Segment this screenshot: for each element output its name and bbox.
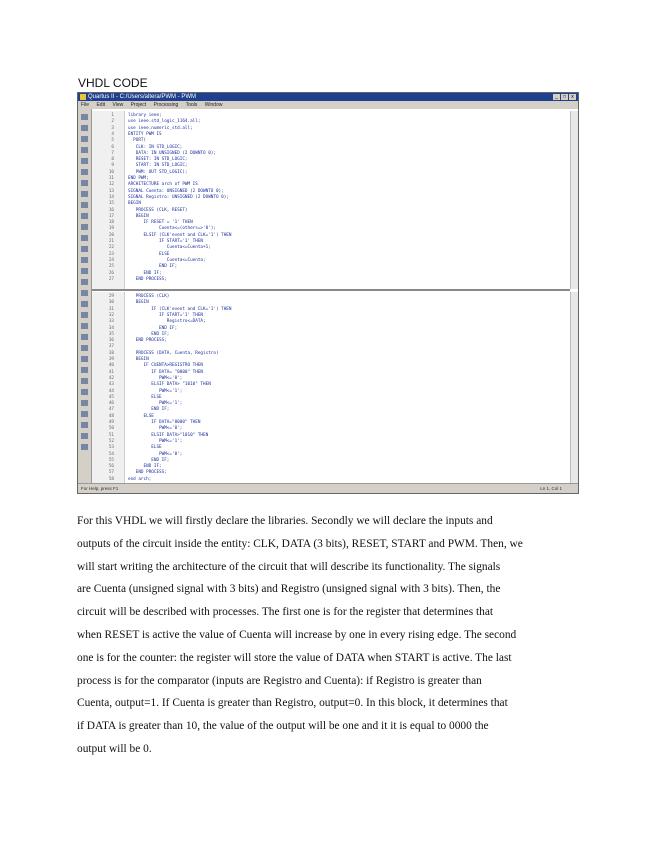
code-text: END IF; <box>128 331 170 337</box>
paragraph-line: will start writing the architecture of the circuit that will describe its functionality. The signals <box>77 560 501 573</box>
code-text: ELSE <box>128 251 170 257</box>
tool-icon[interactable] <box>81 114 88 120</box>
code-text: SIGNAL Cuenta: UNSIGNED (2 DOWNTO 0); <box>128 188 224 194</box>
code-text: RESET: IN STD_LOGIC; <box>128 157 188 163</box>
body-paragraph <box>77 510 577 761</box>
code-line <box>92 252 570 258</box>
code-text: library ieee; <box>128 113 162 118</box>
line-number: 46 <box>108 401 114 407</box>
line-number: 6 <box>111 144 114 150</box>
line-number: 44 <box>108 388 114 394</box>
code-text: IF RESET = '1' THEN <box>128 220 193 226</box>
code-text: ENTITY PWM IS <box>128 131 162 137</box>
code-text: DATA: IN UNSIGNED (2 DOWNTO 0); <box>128 150 216 156</box>
line-number: 56 <box>108 464 114 470</box>
code-text: end arch; <box>128 476 152 482</box>
code-text: use ieee.numeric_std.all; <box>128 125 193 131</box>
paragraph-line: circuit will be described with processes. The first one is for the register that determines that <box>77 606 494 619</box>
code-line <box>92 332 570 338</box>
code-text: PROCESS (CLK, RESET) <box>128 207 188 213</box>
tool-icon[interactable] <box>81 180 88 186</box>
vertical-scrollbar[interactable] <box>570 292 578 483</box>
code-text: BEGIN <box>128 300 149 306</box>
window-titlebar <box>78 93 578 101</box>
tool-icon[interactable] <box>81 136 88 142</box>
code-text: END PROCESS; <box>128 470 167 476</box>
tool-icon[interactable] <box>81 312 88 318</box>
code-text: ELSIF DATA>"1010" THEN <box>128 432 209 438</box>
line-number: 7 <box>111 150 114 156</box>
code-line <box>92 458 570 464</box>
code-line <box>92 407 570 413</box>
tool-strip <box>78 109 92 485</box>
code-line <box>92 271 570 277</box>
tool-icon[interactable] <box>81 202 88 208</box>
code-text: Registro<=DATA; <box>128 319 206 325</box>
code-text: ARCHITECTURE arch of PWM IS <box>128 182 198 188</box>
code-line <box>92 189 570 195</box>
menu-bar <box>78 101 578 109</box>
code-line <box>92 201 570 207</box>
window-title: Quartus II - C:/Users/altera/PWM - PWM <box>88 94 197 100</box>
paragraph-line: one is for the counter: the register will store the value of DATA when START is active. The last <box>77 651 512 664</box>
code-text: END PROCESS; <box>128 276 167 282</box>
code-text: IF START='1' THEN <box>128 312 204 318</box>
line-number: 30 <box>108 300 114 306</box>
line-number: 26 <box>108 270 114 276</box>
code-text: END IF; <box>128 407 170 413</box>
paragraph-line: outputs of the circuit inside the entity: CLK, DATA (3 bits), RESET, START and PWM. Then, we <box>77 537 523 550</box>
menu-project[interactable]: Project <box>130 102 147 108</box>
code-line <box>92 382 570 388</box>
line-number: 58 <box>108 476 114 482</box>
code-line <box>92 214 570 220</box>
code-text: IF CUENTA>REGISTRO THEN <box>128 363 204 369</box>
code-text: SIGNAL Registro: UNSIGNED (2 DOWNTO 0); <box>128 194 229 200</box>
code-line <box>92 126 570 132</box>
line-number: 36 <box>108 338 114 344</box>
tool-icon[interactable] <box>81 191 88 197</box>
code-text: PWM: OUT STD_LOGIC); <box>128 169 188 175</box>
line-number: 57 <box>108 470 114 476</box>
line-number: 40 <box>108 363 114 369</box>
menu-processing[interactable]: Processing <box>153 102 179 108</box>
code-line <box>92 182 570 188</box>
line-number: 47 <box>108 407 114 413</box>
code-text: ELSIF (CLK'event and CLK='1') THEN <box>128 232 232 238</box>
code-text: END IF; <box>128 270 162 276</box>
code-line <box>92 151 570 157</box>
tool-icon[interactable] <box>81 433 88 439</box>
paragraph-line: when RESET is active the value of Cuenta will increase by one in every rising edge. The second <box>77 628 517 641</box>
vertical-scrollbar[interactable] <box>570 111 578 289</box>
code-line <box>92 294 570 300</box>
line-number: 43 <box>108 382 114 388</box>
code-line <box>92 426 570 432</box>
line-number: 14 <box>108 194 114 200</box>
line-number: 42 <box>108 375 114 381</box>
tool-icon[interactable] <box>81 147 88 153</box>
line-number: 52 <box>108 438 114 444</box>
code-text: Cuenta<=Cuenta+1; <box>128 245 211 251</box>
tool-icon[interactable] <box>81 158 88 164</box>
line-number: 19 <box>108 226 114 232</box>
code-line <box>92 319 570 325</box>
code-line <box>92 395 570 401</box>
code-text: PROCESS (DATA, Cuenta, Registro) <box>128 350 219 356</box>
line-number: 22 <box>108 245 114 251</box>
code-line <box>92 163 570 169</box>
code-line <box>92 233 570 239</box>
code-text: END IF; <box>128 464 162 470</box>
line-number: 53 <box>108 445 114 451</box>
code-line <box>92 477 570 483</box>
line-number: 8 <box>111 157 114 163</box>
line-number: 25 <box>108 264 114 270</box>
status-bar <box>78 483 578 493</box>
tool-icon[interactable] <box>81 422 88 428</box>
paragraph-line: Cuenta, output=1. If Cuenta is greater than Registro, output=0. In this block, it determines that <box>77 697 508 710</box>
line-number: 12 <box>108 182 114 188</box>
tool-icon[interactable] <box>81 246 88 252</box>
code-text: PROCESS (CLK) <box>128 294 170 299</box>
tool-icon[interactable] <box>81 125 88 131</box>
code-text: IF (CLK'event and CLK='1') THEN <box>128 306 232 312</box>
code-line <box>92 245 570 251</box>
minimize-button[interactable]: _ <box>553 94 560 100</box>
code-text: BEGIN <box>128 201 141 207</box>
line-number: 32 <box>108 312 114 318</box>
code-editor[interactable] <box>92 111 570 483</box>
line-number: 20 <box>108 232 114 238</box>
tool-icon[interactable] <box>81 323 88 329</box>
code-line <box>92 389 570 395</box>
line-number: 9 <box>111 163 114 169</box>
tool-icon[interactable] <box>81 389 88 395</box>
tool-icon[interactable] <box>81 400 88 406</box>
code-text: CLK: IN STD_LOGIC; <box>128 144 183 150</box>
code-text: BEGIN <box>128 357 149 362</box>
line-number: 17 <box>108 213 114 219</box>
line-number: 41 <box>108 369 114 375</box>
line-number: 33 <box>108 319 114 325</box>
tool-icon[interactable] <box>81 345 88 351</box>
code-line <box>92 445 570 451</box>
tool-icon[interactable] <box>81 213 88 219</box>
code-text: ELSIF DATA> "1010" THEN <box>128 382 211 388</box>
code-line <box>92 277 570 283</box>
line-number: 5 <box>111 138 114 144</box>
paragraph-line: process is for the comparator (inputs are Registro and Cuenta): if Registro is greater than <box>77 674 482 687</box>
code-text: ELSE <box>128 413 154 419</box>
close-button[interactable]: x <box>569 94 576 100</box>
code-line <box>92 439 570 445</box>
editor-pane-top[interactable] <box>92 111 570 291</box>
code-line <box>92 313 570 319</box>
tool-icon[interactable] <box>81 169 88 175</box>
menu-window[interactable]: Window <box>204 102 223 108</box>
editor-pane-bottom[interactable] <box>92 292 570 483</box>
line-number: 50 <box>108 426 114 432</box>
paragraph-line: For this VHDL we will firstly declare the libraries. Secondly we will declare the inputs and <box>77 515 493 527</box>
tool-icon[interactable] <box>81 301 88 307</box>
code-line <box>92 258 570 264</box>
code-line <box>92 376 570 382</box>
code-text: END IF; <box>128 264 178 270</box>
code-line <box>92 326 570 332</box>
code-text: END PWM; <box>128 176 149 181</box>
line-number: 35 <box>108 331 114 337</box>
code-line <box>92 145 570 151</box>
code-line <box>92 119 570 125</box>
code-text: END IF; <box>128 457 170 463</box>
tool-icon[interactable] <box>81 224 88 230</box>
code-text: IF DATA="0000" THEN <box>128 420 201 425</box>
code-line <box>92 300 570 306</box>
code-line <box>92 226 570 232</box>
line-number: 49 <box>108 420 114 425</box>
code-text: IF DATA= "0000" THEN <box>128 369 204 375</box>
code-text: ELSE <box>128 445 162 451</box>
code-line <box>92 264 570 270</box>
code-line <box>92 208 570 214</box>
line-number: 31 <box>108 306 114 312</box>
line-number: 38 <box>108 350 114 356</box>
line-number: 2 <box>111 119 114 125</box>
tool-icon[interactable] <box>81 367 88 373</box>
code-text: BEGIN <box>128 213 149 219</box>
code-line <box>92 370 570 376</box>
code-line <box>92 470 570 476</box>
code-text: Cuenta<=(others=>'0'); <box>128 226 216 232</box>
line-number: 34 <box>108 325 114 331</box>
code-text: Cuenta<=Cuenta; <box>128 257 206 263</box>
code-line <box>92 414 570 420</box>
line-number: 51 <box>108 432 114 438</box>
line-number: 4 <box>111 131 114 137</box>
code-text: PWM<='0'; <box>128 426 183 432</box>
line-number: 24 <box>108 257 114 263</box>
code-text: ELSE <box>128 394 162 400</box>
code-text: START: IN STD_LOGIC; <box>128 163 188 169</box>
line-number: 3 <box>111 125 114 131</box>
code-line <box>92 132 570 138</box>
line-number: 48 <box>108 413 114 419</box>
code-text: use ieee.std_logic_1164.all; <box>128 119 201 125</box>
tool-icon[interactable] <box>81 334 88 340</box>
tool-icon[interactable] <box>81 257 88 263</box>
maximize-button[interactable]: □ <box>562 94 567 100</box>
code-text: END IF; <box>128 325 178 331</box>
menu-file[interactable]: File <box>81 102 90 108</box>
tool-icon[interactable] <box>81 378 88 384</box>
paragraph-line: if DATA is greater than 10, the value of the output will be one and it it is equal to 0000 the <box>77 720 489 733</box>
tool-icon[interactable] <box>81 235 88 241</box>
line-number: 1 <box>111 113 114 118</box>
code-text: PWM<='0'; <box>128 375 183 381</box>
editor-screenshot <box>77 92 579 494</box>
line-number: 16 <box>108 207 114 213</box>
tool-icon[interactable] <box>81 356 88 362</box>
line-number: 29 <box>108 294 114 299</box>
tool-icon[interactable] <box>81 444 88 450</box>
line-number: 45 <box>108 394 114 400</box>
code-line <box>92 363 570 369</box>
tool-icon[interactable] <box>81 290 88 296</box>
code-line <box>92 433 570 439</box>
code-line <box>92 195 570 201</box>
code-line <box>92 344 570 350</box>
code-text: PORT( <box>128 138 147 144</box>
page-heading: VHDL CODE <box>78 76 148 90</box>
line-number: 21 <box>108 239 114 244</box>
paragraph-line: output will be 0. <box>77 742 152 755</box>
code-line <box>92 170 570 176</box>
line-number: 27 <box>108 276 114 282</box>
menu-tools[interactable]: Tools <box>185 102 198 108</box>
line-number: 18 <box>108 220 114 226</box>
status-text: For Help, press F1 <box>81 486 119 491</box>
line-number: 39 <box>108 357 114 362</box>
menu-edit[interactable]: Edit <box>96 102 106 108</box>
tool-icon[interactable] <box>81 268 88 274</box>
code-text: IF START='1' THEN <box>128 239 204 244</box>
code-line <box>92 452 570 458</box>
tool-icon[interactable] <box>81 279 88 285</box>
code-text: END PROCESS; <box>128 338 167 344</box>
window-controls <box>553 94 576 100</box>
line-number: 37 <box>108 344 114 350</box>
code-text: PWM<='1'; <box>128 388 183 394</box>
app-icon <box>80 94 86 100</box>
line-number: 54 <box>108 451 114 457</box>
code-line <box>92 138 570 144</box>
menu-view[interactable]: View <box>112 102 124 108</box>
code-line <box>92 338 570 344</box>
line-number: 55 <box>108 457 114 463</box>
line-number: 11 <box>108 176 114 181</box>
tool-icon[interactable] <box>81 411 88 417</box>
paragraph-line: are Cuenta (unsigned signal with 3 bits) and Registro (unsigned signal with 3 bits). Then, the <box>77 583 501 596</box>
code-text: PWM<='1'; <box>128 438 183 444</box>
line-number: 10 <box>108 169 114 175</box>
code-text: PWM<='0'; <box>128 451 183 457</box>
line-number: 13 <box>108 188 114 194</box>
code-text: PWM<='1'; <box>128 401 183 407</box>
code-line <box>92 351 570 357</box>
line-number: 15 <box>108 201 114 207</box>
line-number: 23 <box>108 251 114 257</box>
code-line <box>92 307 570 313</box>
cursor-position: Ln 1, Col 1 <box>540 486 562 491</box>
